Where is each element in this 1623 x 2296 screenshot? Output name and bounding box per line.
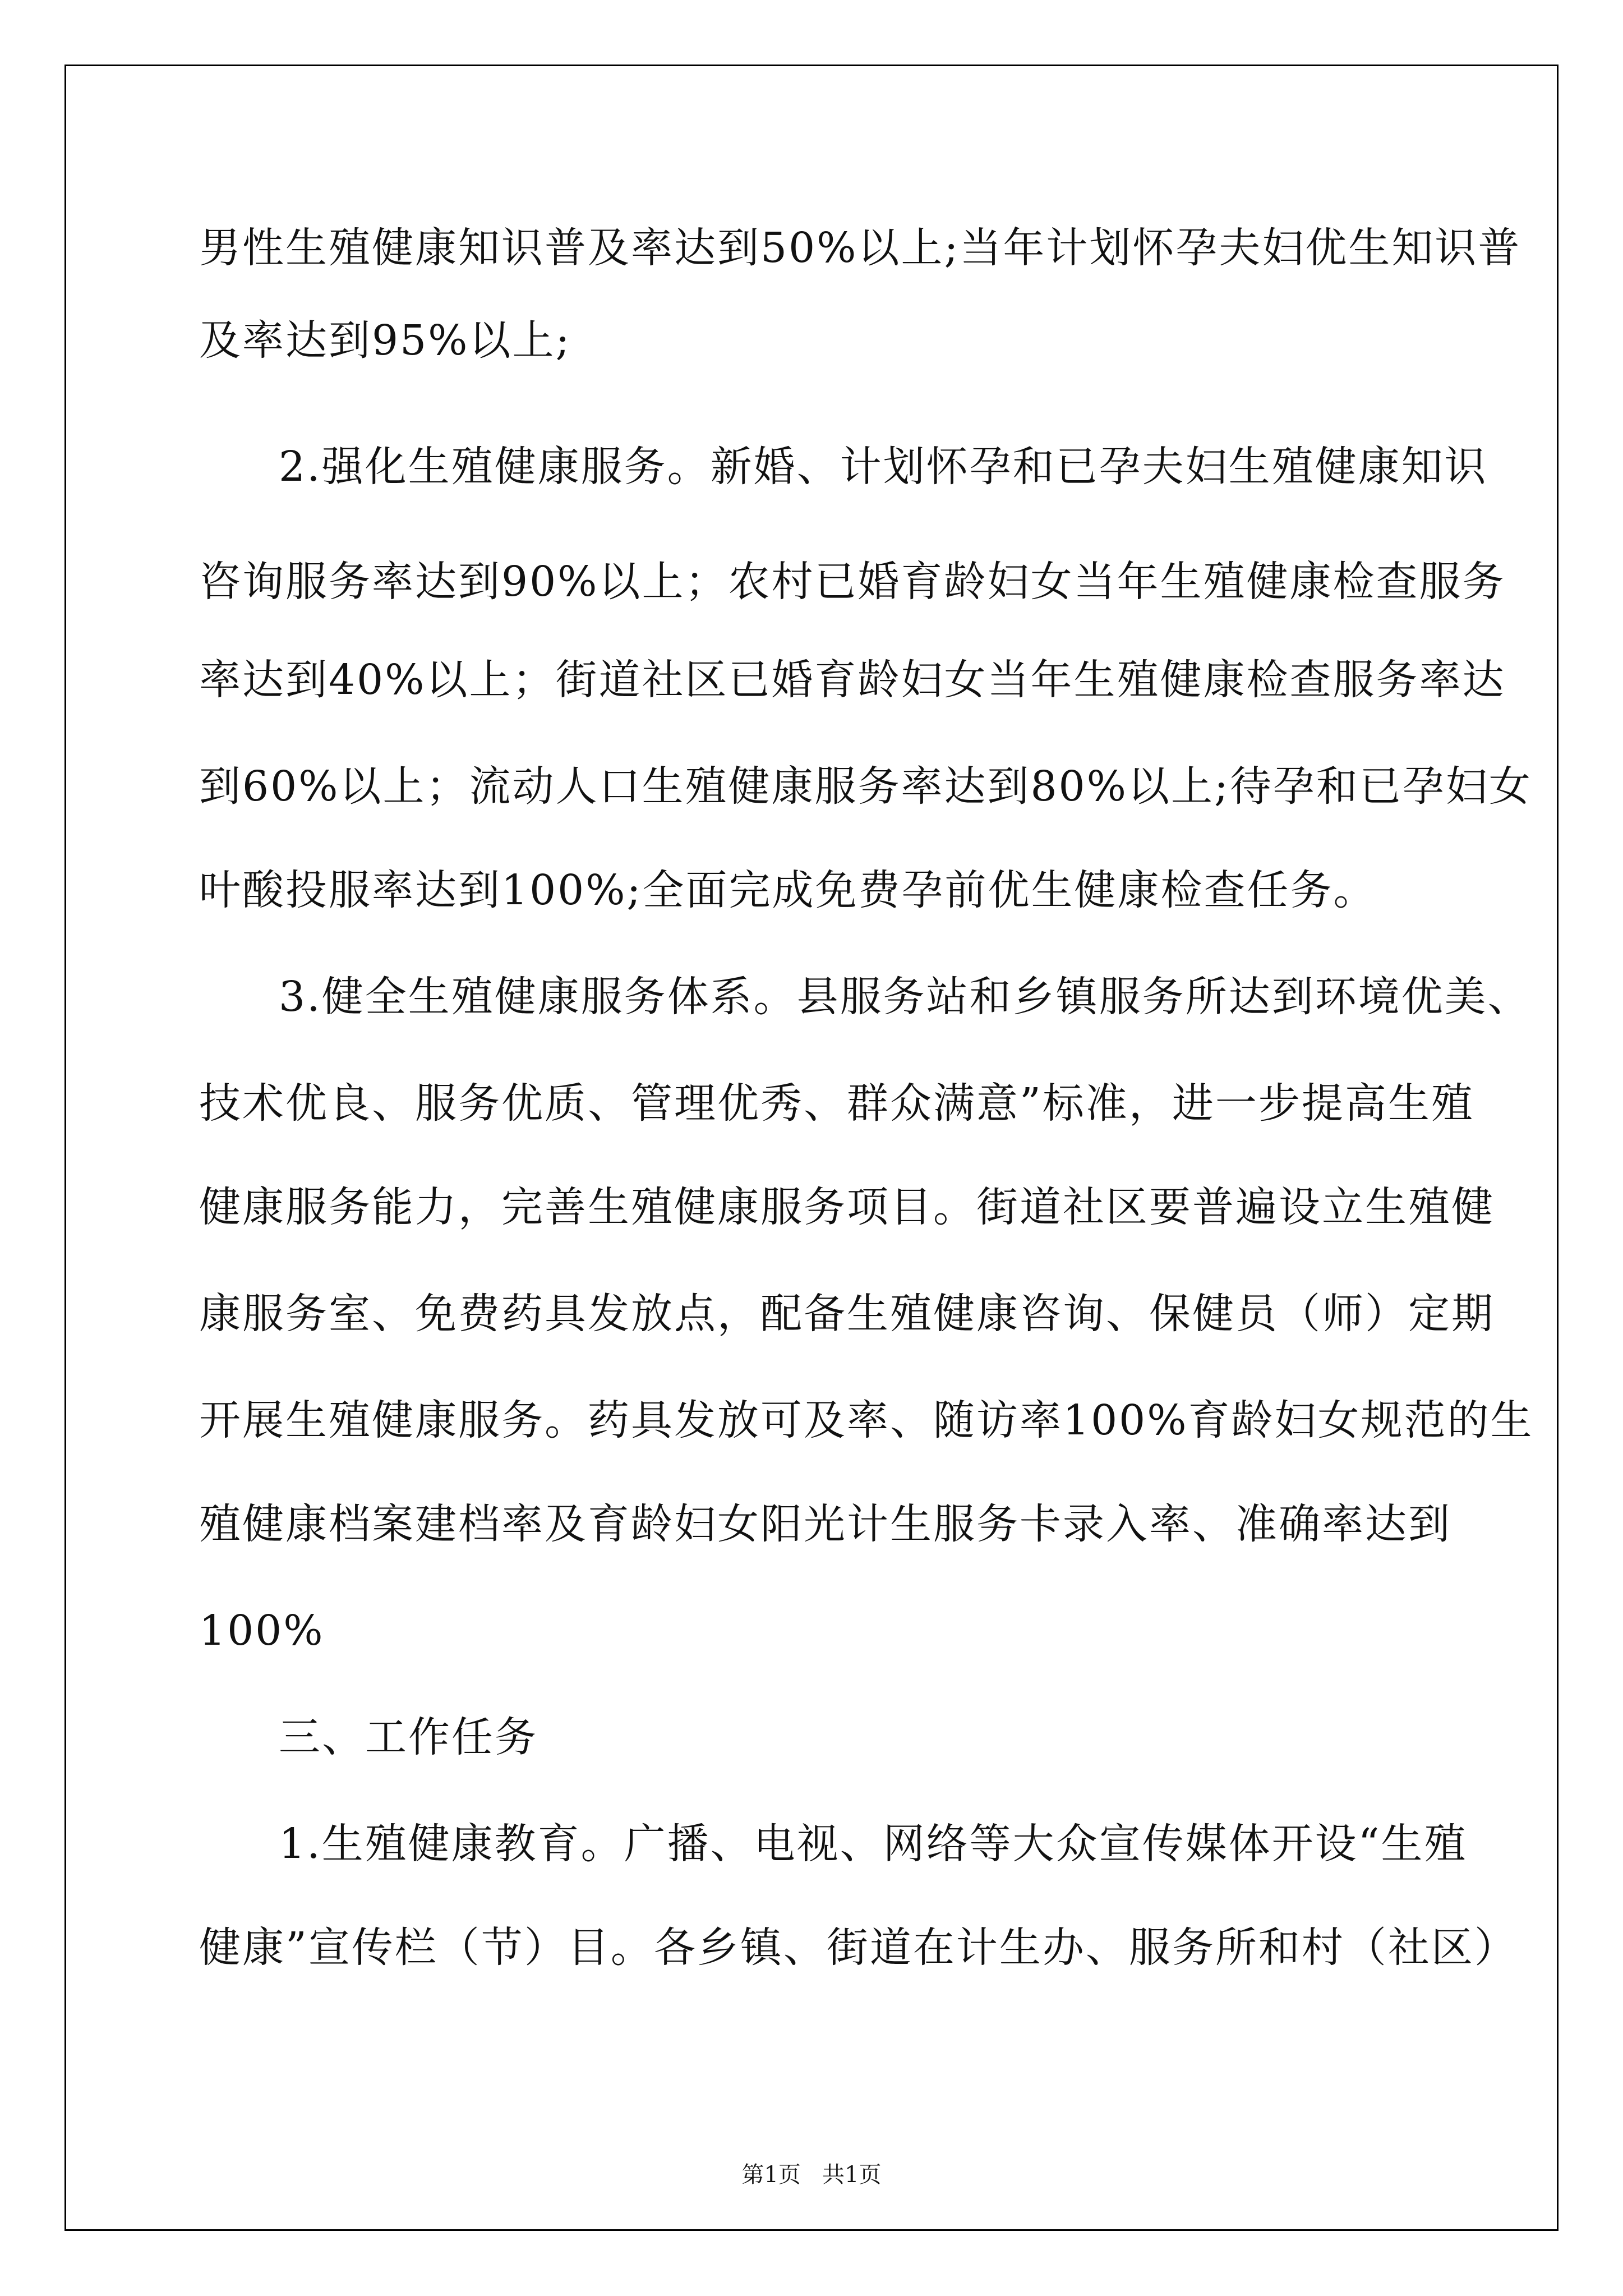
text-line: 开展生殖健康服务。药具发放可及率、随访率100%育龄妇女规范的生 bbox=[199, 1396, 1534, 1444]
text-line: 2.强化生殖健康服务。新婚、计划怀孕和已孕夫妇生殖健康知识 bbox=[279, 443, 1488, 491]
page-footer: 第1页 共1页 bbox=[741, 2162, 882, 2188]
text-line: 男性生殖健康知识普及率达到50%以上;当年计划怀孕夫妇优生知识普 bbox=[199, 224, 1521, 272]
text-line: 康服务室、免费药具发放点，配备生殖健康咨询、保健员（师）定期 bbox=[199, 1290, 1495, 1338]
page-border bbox=[64, 65, 1559, 2231]
text-line: 1.生殖健康教育。广播、电视、网络等大众宣传媒体开设“生殖 bbox=[279, 1820, 1468, 1868]
section-heading: 三、工作任务 bbox=[279, 1713, 538, 1761]
text-line: 率达到40%以上；街道社区已婚育龄妇女当年生殖健康检查服务率达 bbox=[199, 656, 1506, 704]
text-line: 100% bbox=[199, 1607, 325, 1655]
text-line: 殖健康档案建档率及育龄妇女阳光计生服务卡录入率、准确率达到 bbox=[199, 1500, 1451, 1548]
text-line: 及率达到95%以上; bbox=[199, 316, 571, 365]
text-line: 健康服务能力，完善生殖健康服务项目。街道社区要普遍设立生殖健 bbox=[199, 1183, 1495, 1231]
text-line: 叶酸投服率达到100%;全面完成免费孕前优生健康检查任务。 bbox=[199, 866, 1377, 914]
text-line: 健康”宣传栏（节）目。各乡镇、街道在计生办、服务所和村（社区） bbox=[199, 1924, 1518, 1972]
text-line: 3.健全生殖健康服务体系。县服务站和乡镇服务所达到环境优美、 bbox=[279, 973, 1531, 1021]
text-line: 到60%以上；流动人口生殖健康服务率达到80%以上;待孕和已孕妇女 bbox=[199, 762, 1532, 811]
text-line: 咨询服务率达到90%以上；农村已婚育龄妇女当年生殖健康检查服务 bbox=[199, 558, 1506, 606]
text-line: 技术优良、服务优质、管理优秀、群众满意”标准，进一步提高生殖 bbox=[199, 1079, 1474, 1128]
